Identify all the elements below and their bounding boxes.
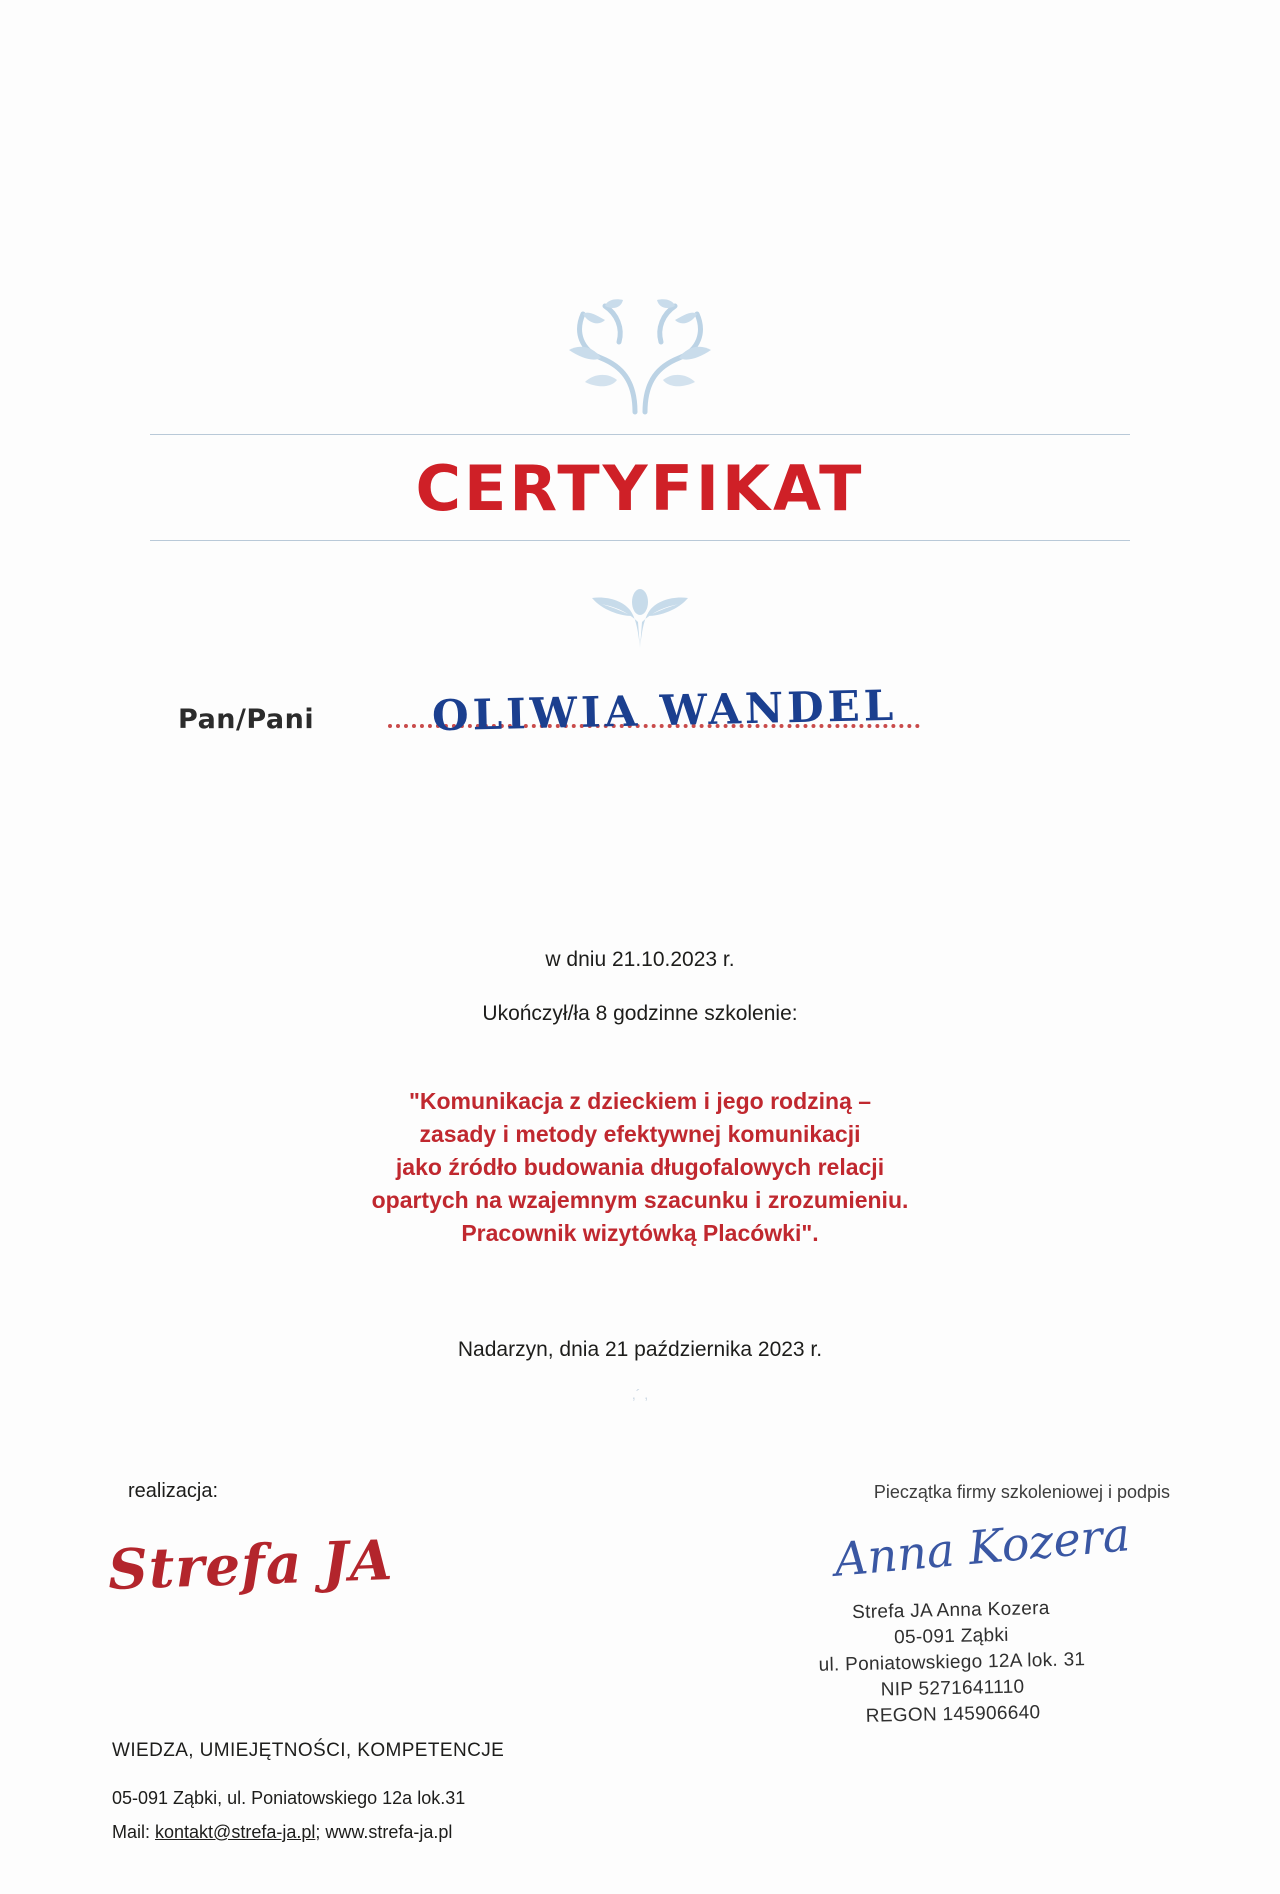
course-title-line: "Komunikacja z dzieckiem i jego rodziną – bbox=[408, 1088, 872, 1114]
completion-line: Ukończył/ła 8 godzinne szkolenie: bbox=[482, 1002, 798, 1025]
realizacja-label: realizacja: bbox=[128, 1480, 219, 1502]
company-address: 05-091 Ząbki, ul. Poniatowskiego 12a lok.31 bbox=[112, 1788, 466, 1808]
strefa-ja-logo: Strefa JA bbox=[106, 1527, 395, 1602]
website-text: ; www.strefa-ja.pl bbox=[315, 1822, 453, 1842]
stamp-line: Strefa JA Anna Kozera bbox=[851, 1597, 1050, 1624]
recipient-name-row bbox=[0, 680, 1280, 750]
recipient-name-label: Pan/Pani bbox=[178, 704, 315, 735]
company-stamp bbox=[741, 1594, 1164, 1733]
leaf-ornament-icon bbox=[0, 572, 1280, 657]
title-rule-top bbox=[150, 434, 1130, 435]
place-and-date: Nadarzyn, dnia 21 października 2023 r. bbox=[457, 1338, 823, 1361]
company-slogan: WIEDZA, UMIEJĘTNOŚCI, KOMPETENCJE bbox=[112, 1740, 505, 1761]
stamp-caption: Pieczątka firmy szkoleniowej i podpis bbox=[873, 1482, 1170, 1502]
title-rule-bottom bbox=[150, 540, 1130, 541]
stamp-line: ul. Poniatowskiego 12A lok. 31 bbox=[818, 1649, 1086, 1676]
floral-ornament-icon bbox=[0, 280, 1280, 425]
recipient-name-value: OLIWIA WANDEL bbox=[431, 680, 898, 741]
stamp-line: NIP 5271641110 bbox=[880, 1676, 1025, 1701]
page-title: CERTYFIKAT bbox=[415, 452, 865, 525]
course-title-line: jako źródło budowania długofalowych relacji bbox=[395, 1154, 885, 1180]
stamp-line: 05-091 Ząbki bbox=[893, 1624, 1009, 1649]
stamp-line: REGON 145906640 bbox=[865, 1702, 1041, 1727]
issue-date-line: w dniu 21.10.2023 r. bbox=[545, 948, 735, 971]
handwritten-signature: Anna Kozera bbox=[831, 1507, 1132, 1587]
course-title-line: Pracownik wizytówką Placówki". bbox=[461, 1220, 819, 1246]
course-title-line: opartych na wzajemnym szacunku i zrozumieniu. bbox=[371, 1187, 909, 1213]
scan-artifact: ,´ , bbox=[631, 1386, 649, 1402]
email-link[interactable]: kontakt@strefa-ja.pl bbox=[155, 1822, 316, 1842]
company-contact bbox=[112, 1822, 452, 1843]
mail-prefix: Mail: bbox=[112, 1822, 156, 1842]
course-title bbox=[0, 1085, 1280, 1250]
course-title-line: zasady i metody efektywnej komunikacji bbox=[419, 1121, 861, 1147]
